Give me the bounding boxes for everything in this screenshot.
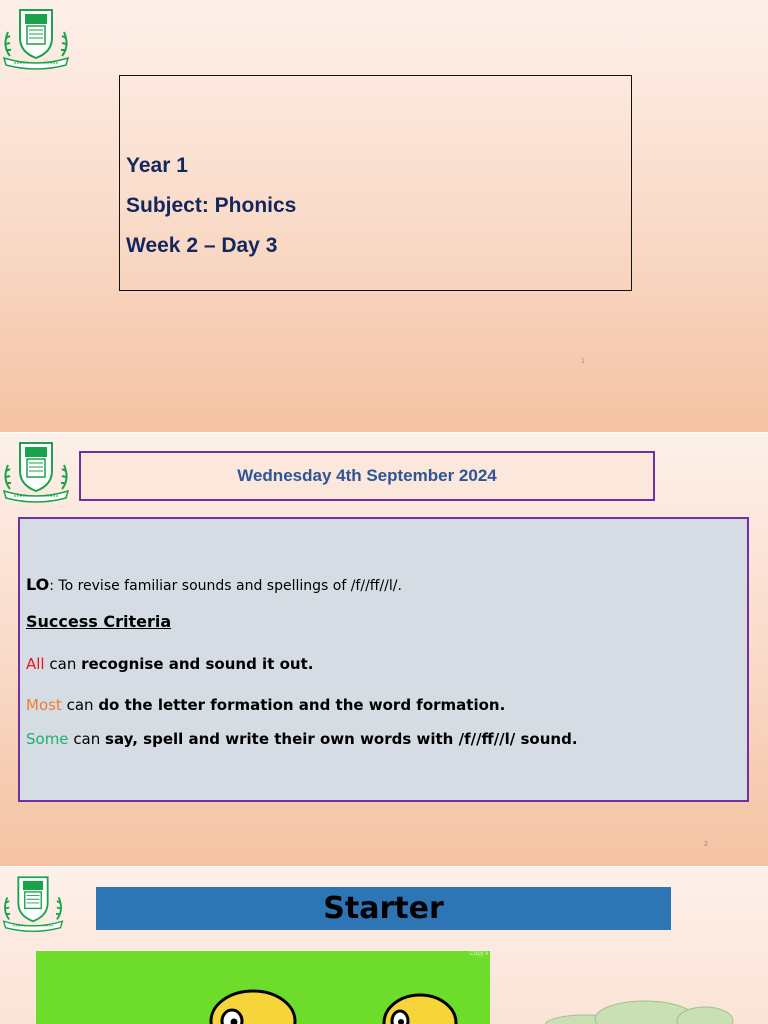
school-crest-logo (0, 2, 72, 72)
criteria-most-can: can (61, 696, 99, 714)
lo-text: : To revise familiar sounds and spellings of /f//ff//l/. (49, 578, 402, 594)
cartoon-character (378, 991, 458, 1024)
title-box (119, 75, 632, 291)
criteria-most-who: Most (26, 696, 62, 714)
starter-video[interactable] (36, 951, 490, 1024)
slide-1 (0, 0, 768, 432)
week-day-title: Week 2 – Day 3 (126, 234, 278, 257)
criteria-all (26, 655, 313, 673)
video-overlay-text: Copy li (469, 951, 488, 957)
lo-line (26, 575, 402, 594)
page-number: 1 (581, 358, 585, 365)
criteria-all-who: All (26, 655, 45, 673)
criteria-most (26, 696, 505, 714)
criteria-some-can: can (68, 730, 106, 748)
page-number: 2 (704, 841, 708, 848)
criteria-all-text: recognise and sound it out. (81, 655, 314, 673)
lo-label: LO (26, 575, 50, 594)
criteria-some-text: say, spell and write their own words with /f//ff//l/ sound. (105, 730, 578, 748)
subject-title: Subject: Phonics (126, 194, 297, 217)
criteria-most-text: do the letter formation and the word formation. (98, 696, 506, 714)
criteria-some (26, 730, 578, 748)
starter-banner: Starter (96, 887, 671, 930)
learning-objective-box (18, 517, 749, 802)
success-criteria-heading: Success Criteria (26, 612, 172, 631)
slide-2 (0, 433, 768, 866)
slide-3 (0, 867, 768, 1024)
cartoon-character (208, 987, 298, 1024)
year-title: Year 1 (126, 154, 188, 177)
cloud-shape (545, 999, 745, 1024)
school-crest-logo (0, 869, 66, 935)
criteria-all-can: can (44, 655, 82, 673)
criteria-some-who: Some (26, 730, 69, 748)
school-crest-logo (0, 435, 72, 505)
date-banner: Wednesday 4th September 2024 (79, 451, 655, 501)
